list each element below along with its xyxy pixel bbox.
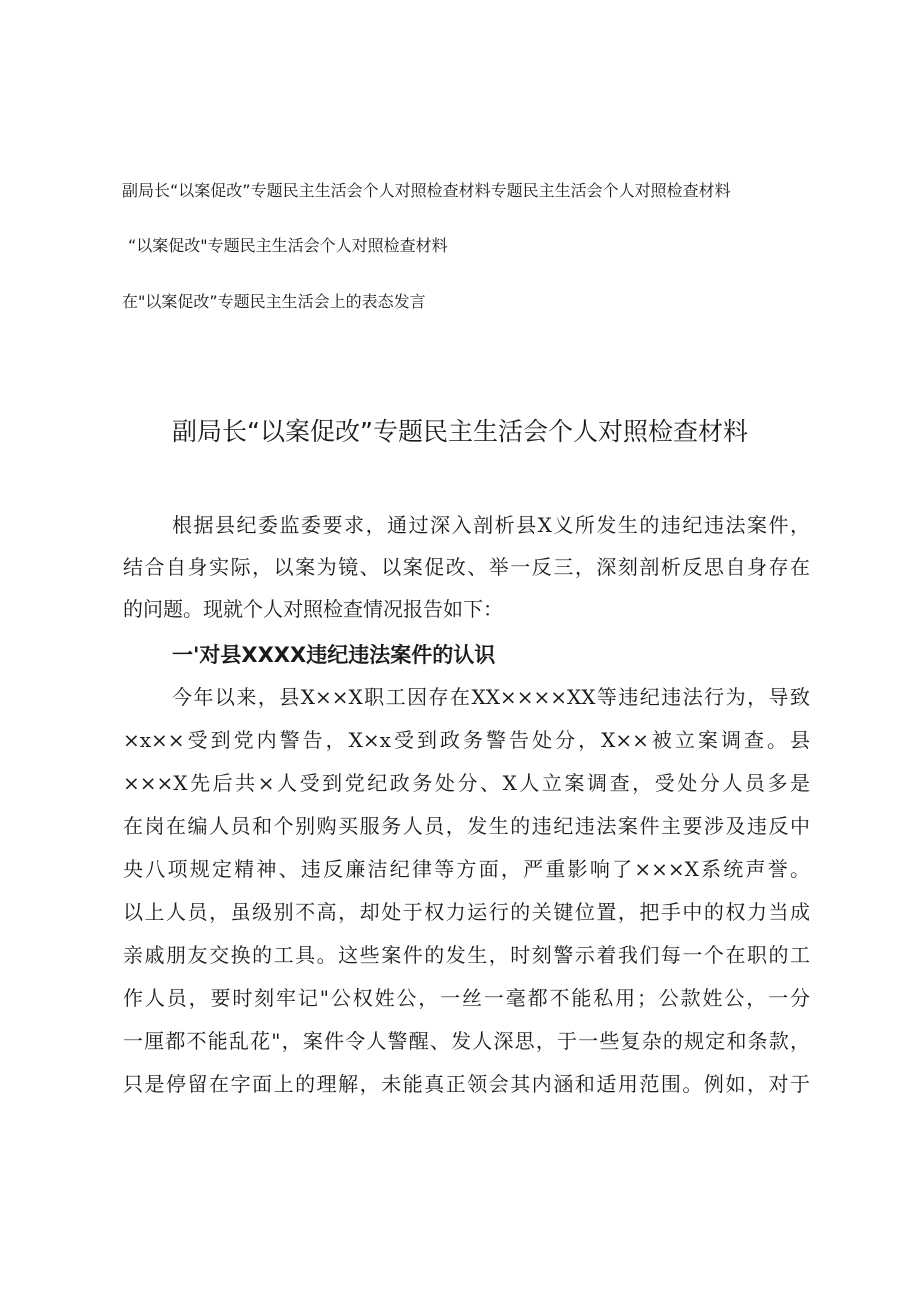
paragraph-line: 根据县纪委监委要求，通过深入剖析县X义所发生的违纪违法案件， [172,513,810,537]
paragraph-line: 央八项规定精神、违反廉洁纪律等方面，严重影响了×××X系统声誉。 [123,857,810,881]
paragraph-line: 结合自身实际，以案为镜、以案促改、举一反三，深刻剖析反思自身存在 [123,555,810,579]
toc-item: “以案促改"专题民主生活会个人对照检查材料 [128,236,448,255]
toc-item: 在"以案促改”专题民主生活会上的表态发言 [122,292,426,311]
paragraph-line: 在岗在编人员和个别购买服务人员，发生的违纪违法案件主要涉及违反中 [123,814,810,838]
toc-item: 副局长“以案促改”专题民主生活会个人对照检查材料专题民主生活会个人对照检查材料 [122,181,731,200]
document-title: 副局长“以案促改”专题民主生活会个人对照检查材料 [172,417,748,446]
paragraph-line: 一厘都不能乱花"，案件令人警醒、发人深思，于一些复杂的规定和条款， [123,1029,810,1053]
paragraph-line: ×××X先后共×人受到党纪政务处分、X人立案调查，受处分人员多是 [123,771,810,795]
paragraph-line: 只是停留在字面上的理解，未能真正领会其内涵和适用范围。例如，对于 [123,1072,810,1096]
paragraph-line: 今年以来，县X××X职工因存在XX××××XX等违纪违法行为，导致 [172,685,810,709]
paragraph-line: 的问题。现就个人对照检查情况报告如下： [123,597,503,621]
paragraph-line: ×x××受到党内警告，X×x受到政务警告处分，X××被立案调查。县 [123,728,810,752]
paragraph-line: 亲戚朋友交换的工具。这些案件的发生，时刻警示着我们每一个在职的工 [123,943,810,967]
paragraph-line: 以上人员，虽级别不高，却处于权力运行的关键位置，把手中的权力当成 [123,900,810,924]
section-heading: 一'对县XXXX违纪违法案件的认识 [172,643,496,667]
paragraph-line: 作人员，要时刻牢记"公权姓公，一丝一毫都不能私用；公款姓公，一分 [123,986,810,1010]
